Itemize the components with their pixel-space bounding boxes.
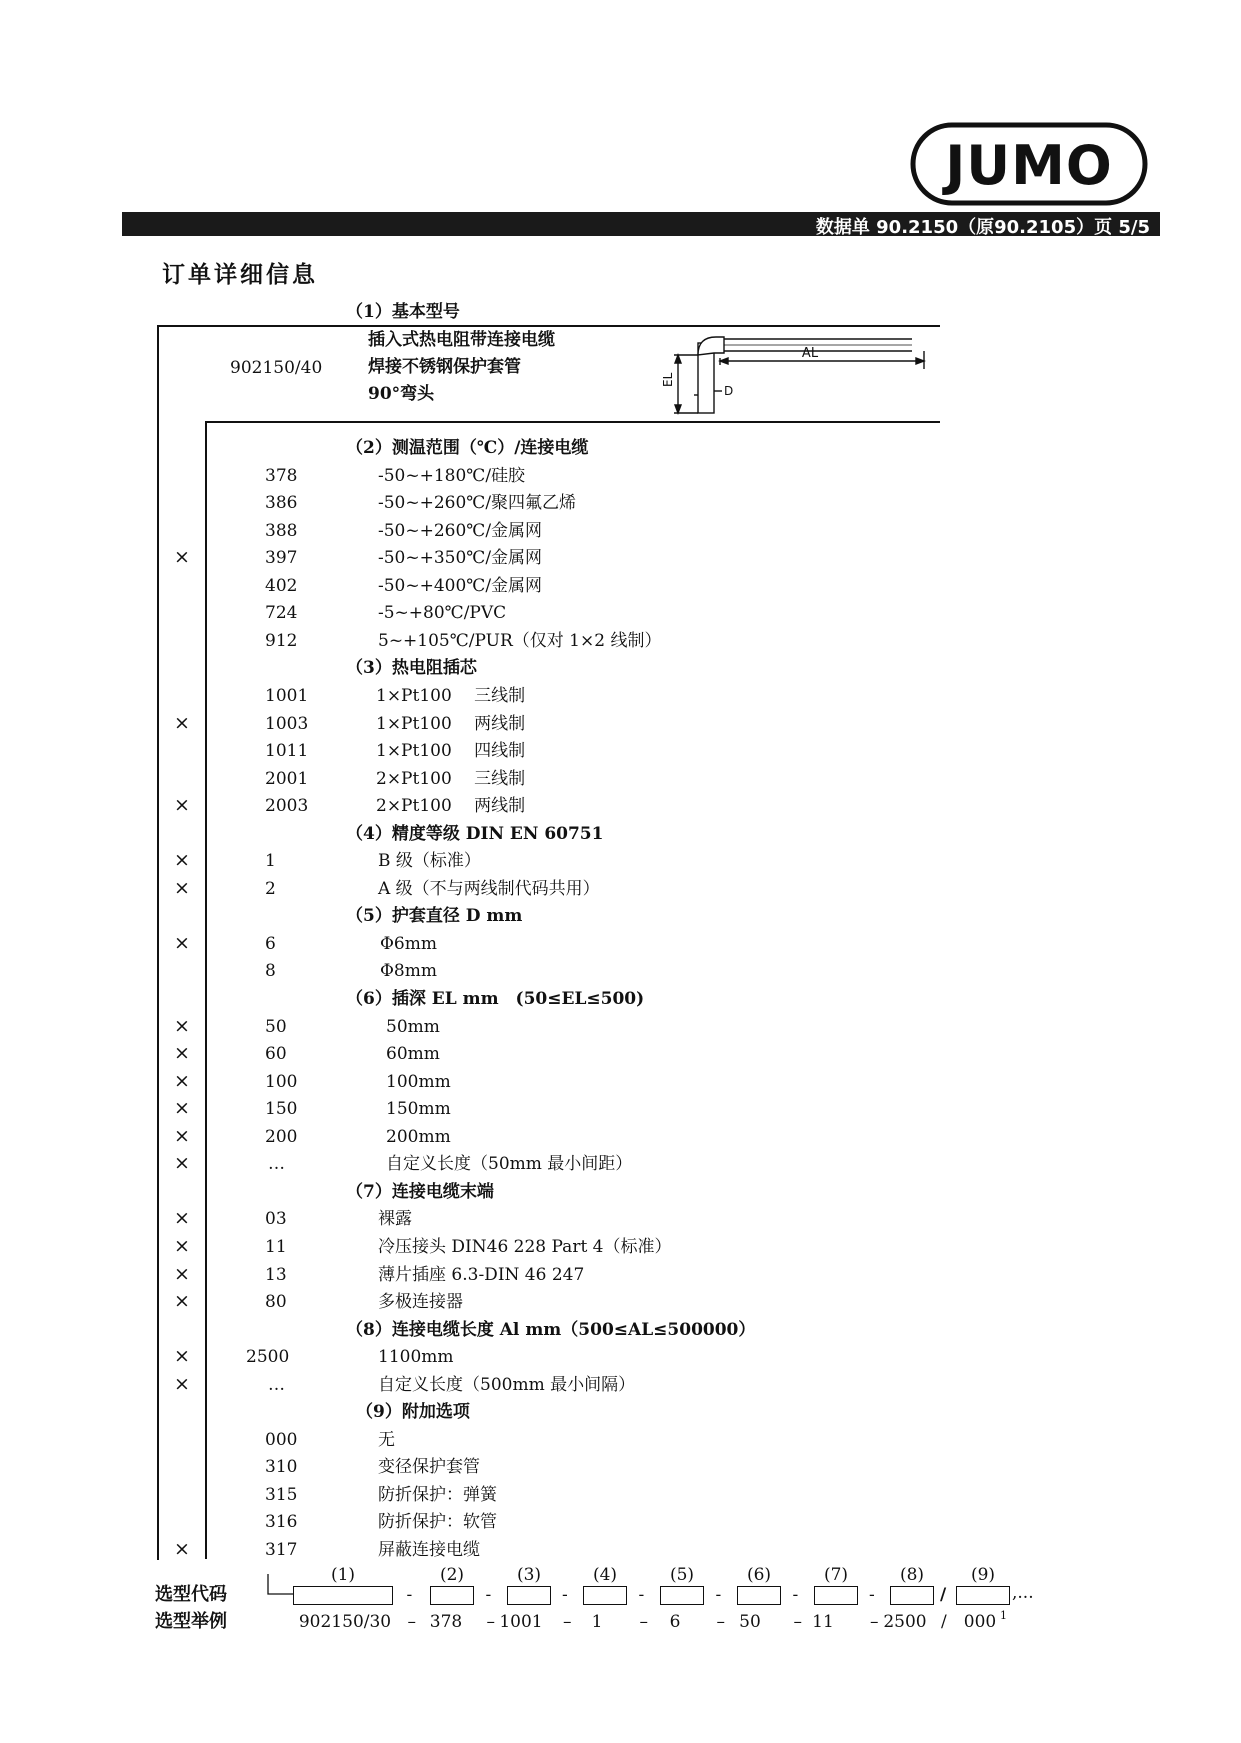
basic-line: 插入式热电阻带连接电缆 (368, 330, 555, 350)
section-heading: （5）护套直径 D mm (346, 906, 523, 927)
basic-line: 90°弯头 (368, 384, 435, 404)
code-box (660, 1586, 704, 1605)
code-trailing: ,... (1012, 1583, 1034, 1603)
example-value: 6 (669, 1612, 681, 1632)
option-code: 13 (265, 1264, 287, 1285)
option-code: … (268, 1374, 285, 1395)
option-code: 150 (265, 1099, 298, 1120)
option-description: -50~+260℃/金属网 (378, 520, 543, 541)
order-example-label: 选型举例 (155, 1611, 227, 1632)
example-value: 50 (739, 1612, 761, 1632)
selection-mark: × (174, 1014, 190, 1037)
example-separator: – (793, 1612, 802, 1632)
option-code: 724 (265, 603, 298, 624)
option-code: 388 (265, 520, 298, 541)
selection-mark: × (174, 876, 190, 899)
code-box (430, 1586, 474, 1605)
option-code: 310 (265, 1457, 298, 1478)
d-label: D (724, 384, 734, 398)
option-description: 5~+105℃/PUR（仅对 1×2 线制） (378, 630, 662, 651)
example-separator: – (639, 1612, 648, 1632)
option-code: … (268, 1154, 285, 1175)
box-number: (4) (592, 1565, 618, 1585)
option-code: 60 (265, 1044, 287, 1065)
option-description: 60mm (386, 1044, 440, 1065)
code-separator: - (792, 1585, 799, 1605)
section-heading: （2）测温范围（℃）/连接电缆 (346, 438, 589, 458)
option-code: 1001 (265, 685, 309, 706)
option-code: 50 (265, 1016, 287, 1037)
option-code: 2500 (246, 1347, 290, 1368)
box-number: (1) (330, 1565, 356, 1585)
el-label: EL (661, 372, 675, 387)
option-code: 8 (265, 961, 276, 982)
example-value: 902150/30 (298, 1612, 392, 1632)
section-heading: （7）连接电缆末端 (346, 1181, 494, 1202)
logo-text: JUMO (945, 134, 1113, 197)
code-connector (265, 1572, 295, 1602)
option-description: -50~+260℃/聚四氟乙烯 (378, 493, 577, 514)
option-code: 1003 (265, 713, 309, 734)
selection-mark: × (174, 1262, 190, 1285)
option-code: 1 (265, 851, 276, 872)
top-rule (157, 325, 940, 327)
section-heading: （6）插深 EL mm (50≤EL≤500) (346, 989, 645, 1009)
option-code: 912 (265, 630, 298, 651)
option-description: 裸露 (378, 1209, 412, 1230)
option-description: 变径保护套管 (378, 1457, 480, 1478)
option-description: 100mm (386, 1071, 451, 1092)
inner-bracket (205, 421, 207, 1559)
option-description: -50~+350℃/金属网 (378, 548, 543, 569)
selection-mark: × (174, 1372, 190, 1395)
outer-bracket (157, 325, 159, 1560)
option-code: 200 (265, 1126, 298, 1147)
code-box (890, 1586, 934, 1605)
jumo-logo (910, 122, 1148, 206)
option-description: -50~+180℃/硅胶 (378, 465, 526, 486)
box-number: (2) (439, 1565, 465, 1585)
code-box (737, 1586, 781, 1605)
option-description: 150mm (386, 1099, 451, 1120)
option-description: 防折保护：弹簧 (378, 1484, 497, 1505)
selection-mark: × (174, 1345, 190, 1368)
box-number: (3) (516, 1565, 542, 1585)
option-description: 1×Pt100 三线制 (376, 685, 526, 706)
option-description: 自定义长度（500mm 最小间隔） (378, 1374, 636, 1395)
section-heading: （4）精度等级 DIN EN 60751 (346, 823, 604, 844)
section-heading: （8）连接电缆长度 Al mm（500≤AL≤500000） (346, 1319, 756, 1340)
basic-code: 902150/40 (230, 358, 323, 378)
option-description: Φ8mm (380, 961, 437, 982)
example-separator: – (716, 1612, 725, 1632)
basic-heading: （1）基本型号 (346, 302, 460, 322)
code-box (293, 1586, 393, 1605)
option-description: 无 (378, 1429, 395, 1450)
example-value: 2500 (883, 1612, 927, 1632)
option-code: 03 (265, 1209, 287, 1230)
code-box (507, 1586, 551, 1605)
option-description: -50~+400℃/金属网 (378, 575, 543, 596)
option-code: 11 (265, 1236, 287, 1257)
option-description: 1×Pt100 四线制 (376, 741, 526, 762)
selection-mark: × (174, 546, 190, 569)
code-box (583, 1586, 627, 1605)
basic-line: 焊接不锈钢保护套管 (368, 357, 521, 377)
option-description: A 级（不与两线制代码共用） (378, 878, 600, 899)
selection-mark: × (174, 1124, 190, 1147)
code-separator: - (562, 1585, 568, 1605)
selection-mark: × (174, 1234, 190, 1257)
example-separator: – (870, 1612, 879, 1632)
option-description: 2×Pt100 两线制 (376, 796, 526, 817)
example-value: 1001 (499, 1612, 543, 1632)
option-description: -5~+80℃/PVC (378, 603, 507, 624)
option-code: 2 (265, 878, 276, 899)
option-code: 397 (265, 548, 298, 569)
code-box (956, 1586, 1010, 1605)
option-description: 多极连接器 (378, 1292, 463, 1313)
option-description: 1100mm (378, 1347, 454, 1368)
box-number: (8) (899, 1565, 925, 1585)
selection-mark: × (174, 1069, 190, 1092)
box-number: (5) (669, 1565, 695, 1585)
option-code: 100 (265, 1071, 298, 1092)
option-code: 317 (265, 1540, 298, 1560)
example-separator: / (941, 1612, 947, 1632)
selection-mark: × (174, 931, 190, 954)
code-separator: / (940, 1585, 947, 1605)
option-code: 315 (265, 1484, 298, 1505)
box-number: (9) (970, 1565, 996, 1585)
option-description: 屏蔽连接电缆 (378, 1540, 480, 1560)
order-code-label: 选型代码 (155, 1584, 227, 1605)
option-code: 378 (265, 465, 298, 486)
code-separator: - (485, 1585, 492, 1605)
inner-rule (205, 421, 940, 423)
option-description: 1×Pt100 两线制 (376, 713, 526, 734)
code-separator: - (638, 1585, 645, 1605)
option-description: 2×Pt100 三线制 (376, 768, 526, 789)
selection-mark: × (174, 1207, 190, 1230)
al-label: AL (801, 346, 819, 361)
page-title: 订单详细信息 (162, 262, 318, 288)
box-number: (7) (823, 1565, 849, 1585)
example-value: 000 (963, 1612, 997, 1632)
box-number: (6) (746, 1565, 772, 1585)
option-code: 6 (265, 933, 276, 954)
option-description: Φ6mm (380, 933, 437, 954)
probe-diagram (660, 333, 935, 421)
selection-mark: × (174, 794, 190, 817)
code-separator: - (869, 1585, 875, 1605)
option-code: 000 (265, 1429, 298, 1450)
option-description: B 级（标准） (378, 851, 481, 872)
option-code: 316 (265, 1512, 298, 1533)
code-box (814, 1586, 858, 1605)
selection-mark: × (174, 1152, 190, 1175)
code-separator: - (715, 1585, 722, 1605)
option-description: 薄片插座 6.3-DIN 46 247 (378, 1264, 585, 1285)
option-description: 50mm (386, 1016, 440, 1037)
selection-mark: × (174, 1042, 190, 1065)
selection-mark: × (174, 1290, 190, 1313)
section-heading: （9）附加选项 (356, 1402, 470, 1423)
datasheet-number: 数据单 90.2150（原90.2105）页 5/5 (815, 217, 1150, 238)
selection-mark: × (174, 849, 190, 872)
option-description: 防折保护：软管 (378, 1512, 497, 1533)
example-separator: – (407, 1612, 416, 1632)
option-description: 自定义长度（50mm 最小间距） (386, 1154, 633, 1175)
code-separator: - (406, 1585, 413, 1605)
selection-mark: × (174, 1538, 190, 1560)
option-code: 1011 (265, 741, 309, 762)
option-description: 冷压接头 DIN46 228 Part 4（标准） (378, 1236, 672, 1257)
header-bar (122, 212, 1160, 236)
selection-mark: × (174, 1097, 190, 1120)
example-separator: – (486, 1612, 495, 1632)
example-value: 11 (812, 1612, 834, 1632)
option-code: 386 (265, 493, 298, 514)
option-code: 2001 (265, 768, 309, 789)
selection-mark: × (174, 711, 190, 734)
option-description: 200mm (386, 1126, 451, 1147)
section-heading: （3）热电阻插芯 (346, 658, 477, 679)
option-code: 2003 (265, 796, 309, 817)
option-code: 80 (265, 1292, 287, 1313)
example-separator: – (563, 1612, 572, 1632)
option-code: 402 (265, 575, 298, 596)
footnote-marker: 1 (1000, 1609, 1007, 1622)
example-value: 378 (429, 1612, 463, 1632)
example-value: 1 (591, 1612, 603, 1632)
